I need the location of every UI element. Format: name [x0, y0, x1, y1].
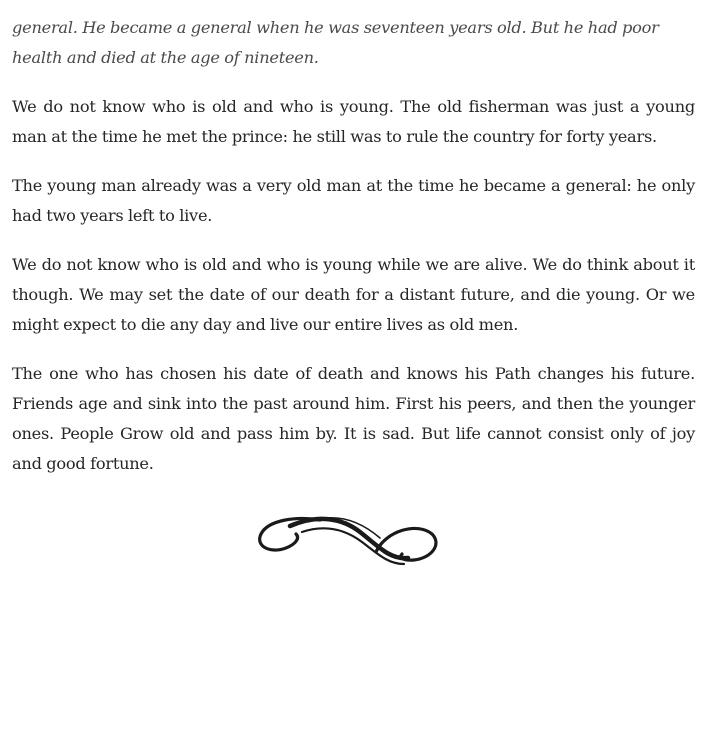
paragraph-3: The young man already was a very old man at the time he became a general: he only had two years left to live. — [12, 176, 695, 225]
paragraph-4: We do not know who is old and who is young while we are alive. We do think about it though. We may set the date of our death for a distant future, and die young. Or we might expect to die any day and live our entire lives as old men. — [12, 255, 695, 334]
reader-page — [12, 13, 695, 498]
paragraph-2: We do not know who is old and who is young. The old fisherman was just a young man at the time he met the prince: he still was to rule the country for forty years. — [12, 97, 695, 146]
flourish-divider-icon — [256, 512, 440, 570]
paragraph-5: The one who has chosen his date of death and knows his Path changes his future. Friends age and sink into the past around him. First his peers, and then the younger ones. People Grow old and pass him by. It is sad. But life cannot consist only of joy and good fortune. — [12, 364, 695, 473]
paragraph-1: general. He became a general when he was seventeen years old. But he had poor health and died at the age of nineteen. — [12, 18, 659, 67]
